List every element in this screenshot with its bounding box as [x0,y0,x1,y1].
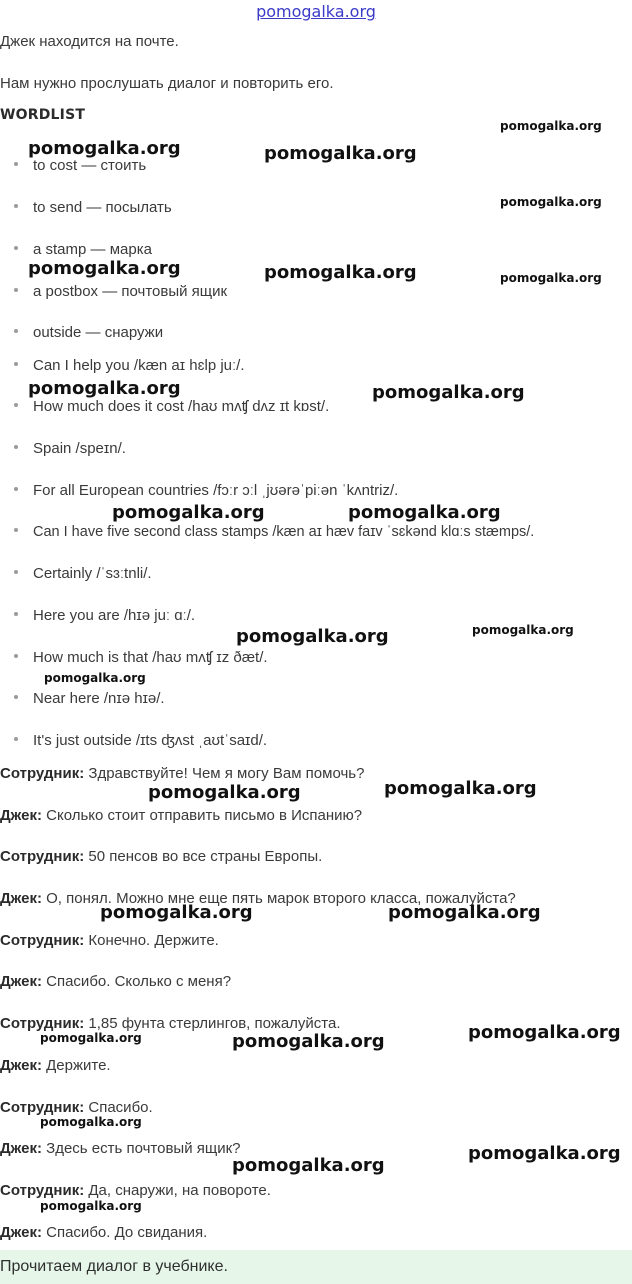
dialogue-line: Джек: Спасибо. До свидания. [0,1224,208,1241]
watermark: pomogalka.org [236,626,389,647]
watermark: pomogalka.org [28,138,181,159]
dialogue-line: Джек: Здесь есть почтовый ящик? [0,1140,241,1157]
bullet-icon [14,737,18,741]
watermark: pomogalka.org [28,378,181,399]
dialogue-line: Сотрудник: 1,85 фунта стерлингов, пожалуйста. [0,1015,341,1032]
wordlist-item: Can I have five second class stamps /kæn aɪ hæv faɪv ˈsɛkənd klɑːs stæmps/. [14,524,534,540]
wordlist-item: For all European countries /fɔːr ɔːl ˌjʊərəˈpiːən ˈkʌntriz/. [14,482,398,499]
site-link[interactable]: pomogalka.org [256,2,376,21]
bullet-icon [14,362,18,366]
watermark: pomogalka.org [44,671,146,685]
watermark: pomogalka.org [232,1031,385,1052]
wordlist-item: a postbox — почтовый ящик [14,283,227,300]
wordlist-item: Near here /nɪə hɪə/. [14,690,165,707]
wordlist-item: How much is that /haʊ mʌʧ ɪz ðæt/. [14,649,268,666]
note-text: Прочитаем диалог в учебнике. [0,1258,228,1275]
wordlist-item: Can I help you /kæn aɪ hɛlp juː/. [14,357,245,374]
watermark: pomogalka.org [468,1143,621,1164]
wordlist-item: to cost — стоить [14,157,146,174]
dialogue-line: Сотрудник: Здравствуйте! Чем я могу Вам помочь? [0,765,365,782]
watermark: pomogalka.org [40,1115,142,1129]
watermark: pomogalka.org [472,623,574,637]
wordlist-item: a stamp — марка [14,241,152,258]
wordlist-item: to send — посылать [14,199,172,216]
watermark: pomogalka.org [232,1155,385,1176]
watermark: pomogalka.org [100,902,253,923]
dialogue-line: Сотрудник: Да, снаружи, на повороте. [0,1182,271,1199]
watermark: pomogalka.org [384,778,537,799]
watermark: pomogalka.org [40,1031,142,1045]
dialogue-line: Джек: Спасибо. Сколько с меня? [0,973,232,990]
bullet-icon [14,246,18,250]
watermark: pomogalka.org [264,143,417,164]
wordlist-item: outside — снаружи [14,324,163,341]
watermark: pomogalka.org [148,782,301,803]
bullet-icon [14,695,18,699]
dialogue-line: Джек: Сколько стоит отправить письмо в Испанию? [0,807,363,824]
watermark: pomogalka.org [388,902,541,923]
wordlist-item: Spain /speɪn/. [14,440,126,457]
bullet-icon [14,570,18,574]
wordlist-item: How much does it cost /haʊ mʌʧ dʌz ɪt kɒst/. [14,398,329,415]
bullet-icon [14,487,18,491]
bullet-icon [14,288,18,292]
bullet-icon [14,654,18,658]
bullet-icon [14,612,18,616]
watermark: pomogalka.org [500,271,602,285]
watermark: pomogalka.org [468,1022,621,1043]
watermark: pomogalka.org [40,1199,142,1213]
dialogue-line: Сотрудник: Конечно. Держите. [0,932,219,949]
intro-line-2: Нам нужно прослушать диалог и повторить его. [0,75,334,92]
bullet-icon [14,204,18,208]
watermark: pomogalka.org [28,258,181,279]
watermark: pomogalka.org [112,502,265,523]
watermark: pomogalka.org [264,262,417,283]
watermark: pomogalka.org [372,382,525,403]
bullet-icon [14,329,18,333]
bullet-icon [14,445,18,449]
dialogue-line: Сотрудник: 50 пенсов во все страны Европы. [0,848,323,865]
intro-line-1: Джек находится на почте. [0,33,179,50]
wordlist-item: Here you are /hɪə juː ɑː/. [14,607,195,624]
bullet-icon [14,528,18,532]
dialogue-line: Джек: О, понял. Можно мне еще пять марок второго класса, пожалуйста? [0,890,516,907]
bullet-icon [14,403,18,407]
wordlist-heading: WORDLIST [0,107,86,123]
bullet-icon [14,162,18,166]
wordlist-item: Certainly /ˈsɜːtnli/. [14,565,152,582]
wordlist-item: It's just outside /ɪts ʤʌst ˌaʊtˈsaɪd/. [14,732,267,749]
dialogue-line: Сотрудник: Спасибо. [0,1099,153,1116]
watermark: pomogalka.org [500,195,602,209]
watermark: pomogalka.org [500,119,602,133]
dialogue-line: Джек: Держите. [0,1057,111,1074]
watermark: pomogalka.org [348,502,501,523]
